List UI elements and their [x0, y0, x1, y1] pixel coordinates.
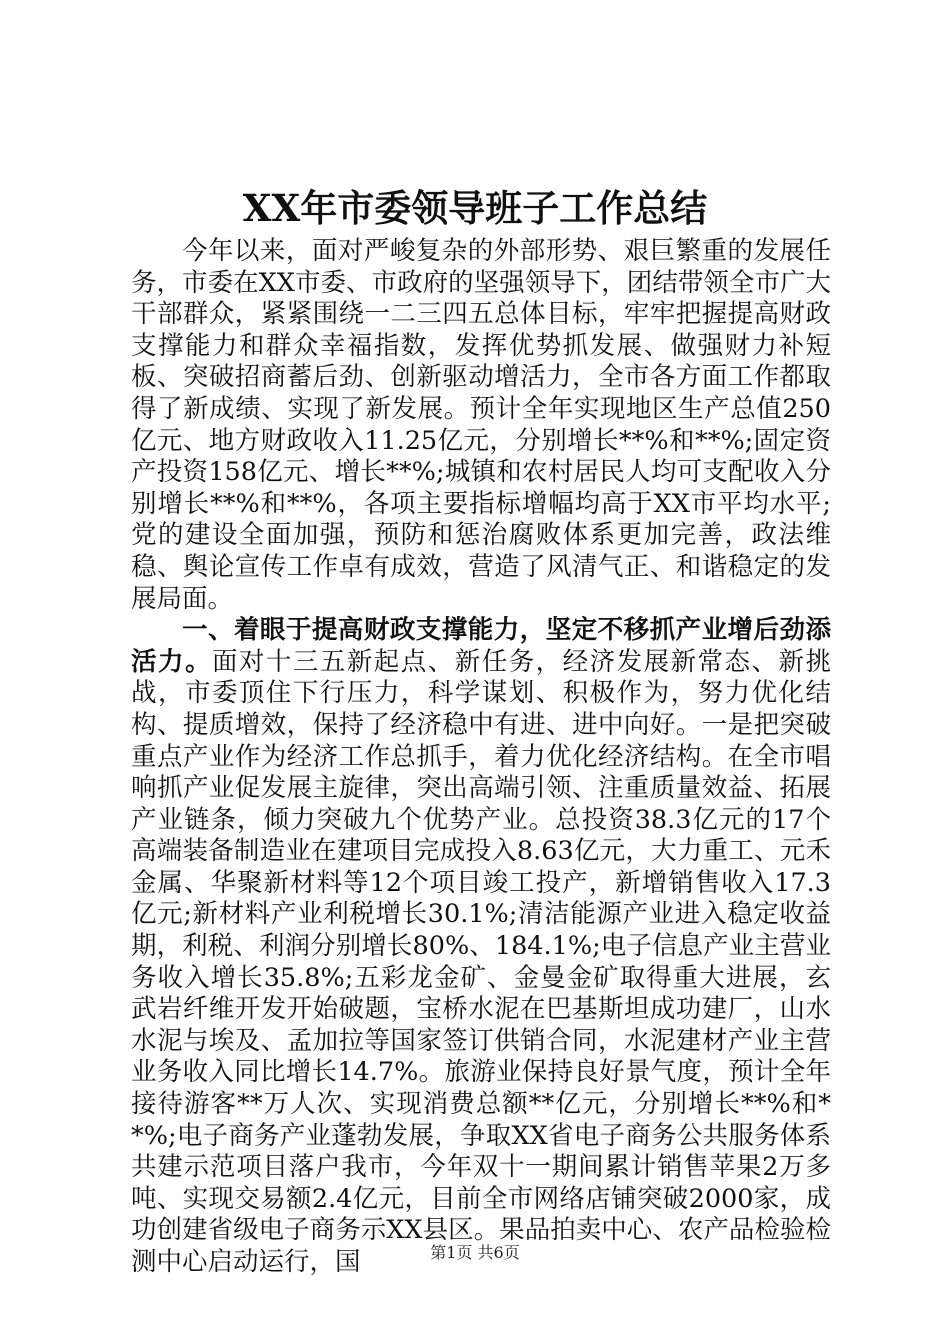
section-one-paragraph — [131, 615, 831, 1278]
document-title: XX年市委领导班子工作总结 — [242, 186, 708, 230]
document-body — [131, 236, 831, 1279]
intro-paragraph-text: 今年以来，面对严峻复杂的外部形势、艰巨繁重的发展任务，市委在XX市委、市政府的坚强领导下，团结带领全市广大干部群众，紧紧围绕一二三四五总体目标，牢牢把握提高财政支撑能力和群众幸福指数，发挥优势抓发展、做强财力补短板、突破招商蓄后劲、创新驱动增活力，全市各方面工作都取得了新成绩、实现了新发展。预计全年实现地区生产总值250亿元、地方财政收入11.25亿元，分别增长**%和**%;固定资产投资158亿元、增长**%;城镇和农村居民人均可支配收入分别增长**%和**%，各项主要指标增幅均高于XX市平均水平;党的建设全面加强，预防和惩治腐败体系更加完善，政法维稳、舆论宣传工作卓有成效，营造了风清气正、和谐稳定的发展局面。 — [131, 236, 831, 614]
section-one-text: 面对十三五新起点、新任务，经济发展新常态、新挑战，市委顶住下行压力，科学谋划、积极作为，努力优化结构、提质增效，保持了经济稳中有进、进中向好。一是把突破重点产业作为经济工作总抓手，着力优化经济结构。在全市唱响抓产业促发展主旋律，突出高端引领、注重质量效益、拓展产业链条，倾力突破九个优势产业。总投资38.3亿元的17个高端装备制造业在建项目完成投入8.63亿元，大力重工、元禾金属、华聚新材料等12个项目竣工投产，新增销售收入17.3亿元;新材料产业利税增长30.1%;清洁能源产业进入稳定收益期，利税、利润分别增长80%、184.1%;电子信息产业主营业务收入增长35.8%;五彩龙金矿、金曼金矿取得重大进展，玄武岩纤维开发开始破题，宝桥水泥在巴基斯坦成功建厂，山水水泥与埃及、孟加拉等国家签订供销合同，水泥建材产业主营业务收入同比增长14.7%。旅游业保持良好景气度，预计全年接待游客**万人次、实现消费总额**亿元，分别增长**%和**%;电子商务产业蓬勃发展，争取XX省电子商务公共服务体系共建示范项目落户我市，今年双十一期间累计销售苹果2万多吨、实现交易额2.4亿元，目前全市网络店铺突破2000家，成功创建省级电子商务示XX县区。果品拍卖中心、农产品检验检测中心启动运行，国 — [131, 646, 831, 1277]
intro-paragraph — [131, 236, 831, 615]
page-number-footer: 第1页 共6页 — [430, 1243, 520, 1262]
section-one-heading: 一、着眼于提高财政支撑能力，坚定不移抓产业增后劲添活力。 — [131, 615, 831, 677]
